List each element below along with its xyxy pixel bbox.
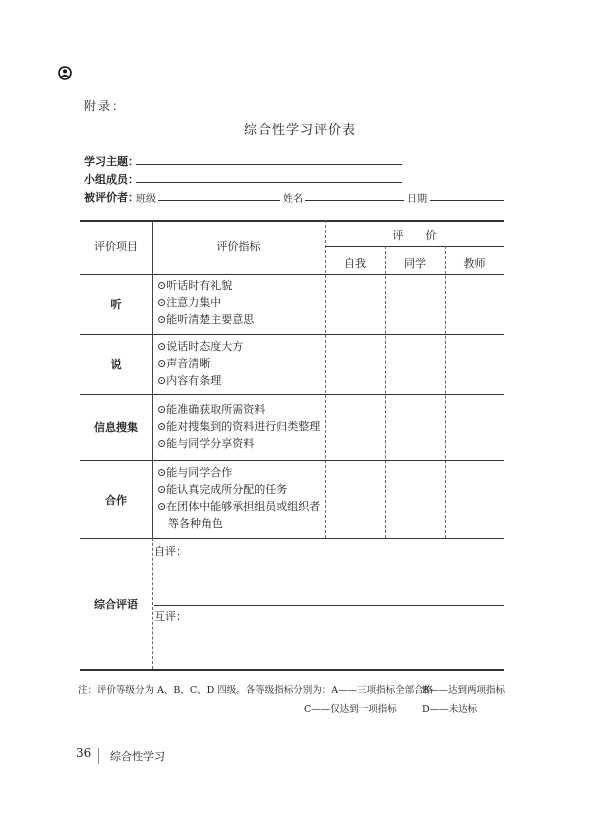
table-bottom-border [80, 669, 504, 671]
listening-items [157, 277, 254, 328]
evaluation-table [80, 220, 504, 669]
indicator-item: ⊙能听清楚主要意思 [157, 313, 255, 326]
book-title: 综合性学习 [110, 750, 165, 763]
grade-c: C——仅达到一项指标 [304, 704, 397, 715]
indicator-item: ⊙说话时态度大方 [157, 340, 244, 353]
members-line [136, 182, 402, 183]
speaking-items [157, 338, 243, 389]
category-cooperation: 合作 [105, 494, 127, 507]
header-self: 自我 [344, 257, 366, 270]
name-label: 姓名 [283, 194, 303, 205]
topic-label: 学习主题： [84, 155, 139, 168]
category-listening: 听 [110, 298, 122, 311]
page-number: 36 [76, 746, 92, 760]
row-line [80, 538, 504, 539]
person-circle-icon [58, 66, 72, 80]
document-title: 综合性学习评价表 [243, 123, 356, 138]
header-peer: 同学 [404, 257, 426, 270]
column-divider-dashed [385, 246, 386, 538]
header-evaluation: 评 价 [392, 229, 437, 242]
table-top-border [80, 220, 504, 222]
peer-comment-label: 互评： [154, 610, 187, 623]
category-info-gathering: 信息搜集 [94, 421, 138, 434]
column-divider-dashed [445, 246, 446, 538]
indicator-item: ⊙能与同学合作 [157, 466, 233, 479]
self-comment-label: 自评： [154, 545, 187, 558]
name-line [305, 200, 404, 201]
cooperation-items [157, 464, 320, 532]
summary-label: 综合评语 [94, 598, 138, 611]
members-label: 小组成员： [84, 173, 139, 186]
column-divider-dashed [152, 538, 153, 669]
header-bottom-line [80, 274, 504, 275]
header-indicator: 评价指标 [216, 240, 261, 253]
grade-b: B——达到两项指标 [422, 685, 505, 696]
topic-line [136, 164, 402, 165]
column-divider [152, 220, 153, 538]
appendix-label: 附录： [84, 99, 127, 113]
footer-divider [98, 748, 99, 764]
indicator-item: ⊙听话时有礼貌 [157, 279, 233, 292]
indicator-item: ⊙内容有条理 [157, 374, 222, 387]
grading-note: 注：评价等级分为 A、B、C、D 四级。各等级指标分别为：A——三项指标全部合格 [78, 685, 434, 696]
class-label: 班级 [136, 194, 156, 205]
info-gathering-items [157, 401, 320, 452]
indicator-item: ⊙能对搜集到的资料进行归类整理 [157, 420, 321, 433]
indicator-item: ⊙注意力集中 [157, 296, 222, 309]
indicator-item: ⊙在团体中能够承担组员或组织者 [157, 500, 321, 513]
indicator-item: ⊙能准确获取所需资料 [157, 403, 266, 416]
header-teacher: 教师 [463, 257, 486, 270]
indicator-item: ⊙声音清晰 [157, 357, 211, 370]
indicator-item: ⊙能与同学分享资料 [157, 437, 255, 450]
header-item: 评价项目 [94, 240, 138, 253]
indicator-item: 等各种角色 [157, 517, 223, 530]
indicator-item: ⊙能认真完成所分配的任务 [157, 483, 288, 496]
evaluation-subheader-line [325, 246, 504, 247]
evaluatee-label: 被评价者： [84, 191, 139, 204]
date-line [430, 200, 504, 201]
class-line [158, 200, 280, 201]
row-line [80, 460, 504, 461]
comment-divider-line [154, 605, 504, 606]
category-speaking: 说 [110, 358, 122, 371]
grade-d: D——未达标 [422, 704, 478, 715]
row-line [80, 334, 504, 335]
row-line [80, 394, 504, 395]
date-label: 日期 [407, 194, 427, 205]
